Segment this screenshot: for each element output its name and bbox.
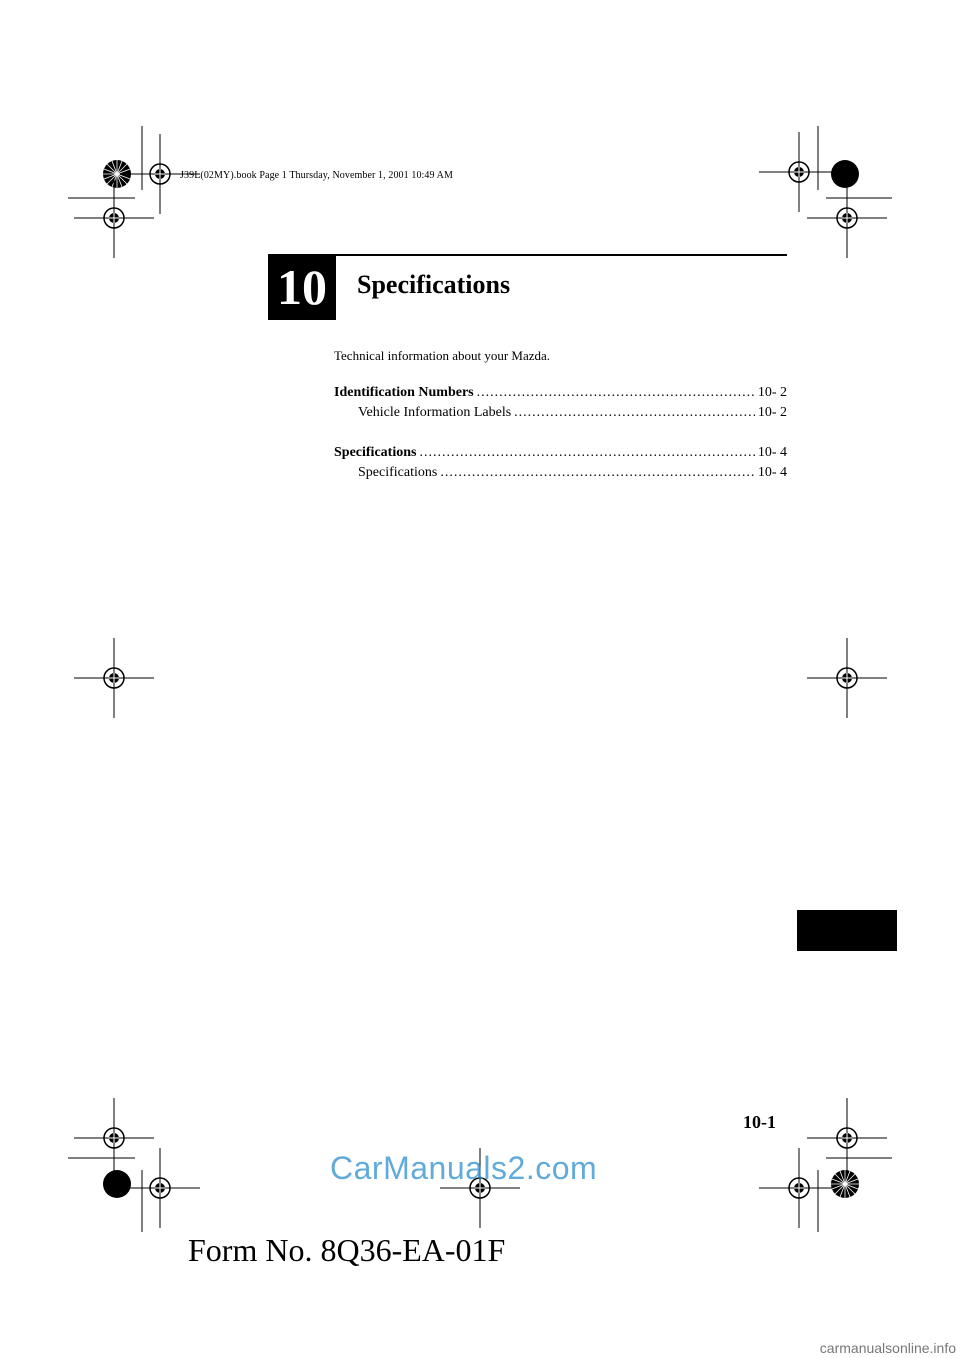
crosshair-registration-mark-icon [120,1148,200,1228]
toc-entry-label: Specifications [358,465,438,480]
toc-entry-specifications-section[interactable] [334,445,787,465]
toc-entry-identification-numbers[interactable] [334,385,787,405]
solid-registration-dot-icon [103,1170,131,1198]
crosshair-registration-mark-icon [74,1098,154,1178]
crosshair-registration-mark-icon [759,132,839,212]
chapter-tab-marker [797,910,897,951]
toc-dot-leader [440,465,755,481]
chapter-number: 10 [277,259,327,315]
chapter-number-box [268,254,336,320]
toc-dot-leader [477,385,755,401]
toc-dot-leader [514,405,755,421]
toc-dot-leader [419,445,754,461]
solid-registration-dot-icon [831,160,859,188]
starburst-registration-mark-icon [831,1170,859,1198]
print-file-info: J39L(02MY).book Page 1 Thursday, November 1, 2001 10:49 AM [180,170,453,181]
toc-entry-page: 10- 4 [757,445,787,460]
toc-entry-vehicle-information-labels[interactable] [334,405,787,425]
chapter-intro: Technical information about your Mazda. [334,348,551,363]
table-of-contents [334,385,787,485]
chapter-title-rule [336,254,787,256]
crosshair-registration-mark-icon [759,1148,839,1228]
form-number: Form No. 8Q36-EA-01F [188,1232,506,1268]
toc-spacer [334,425,787,445]
toc-entry-label: Identification Numbers [334,385,474,400]
toc-entry-page: 10- 2 [757,405,787,420]
crosshair-registration-mark-icon [807,178,887,258]
page-number: 10-1 [743,1112,776,1132]
crosshair-registration-mark-icon [807,1098,887,1178]
watermark: CarManuals2.com [330,1150,598,1186]
crosshair-registration-mark-icon [807,638,887,718]
crosshair-registration-mark-icon [74,638,154,718]
toc-entry-page: 10- 2 [757,385,787,400]
toc-entry-label: Specifications [334,445,417,460]
toc-entry-specifications-item[interactable] [334,465,787,485]
toc-entry-page: 10- 4 [757,465,787,480]
toc-entry-label: Vehicle Information Labels [358,405,512,420]
chapter-title: Specifications [357,270,511,299]
site-credit: carmanualsonline.info [819,1340,956,1356]
